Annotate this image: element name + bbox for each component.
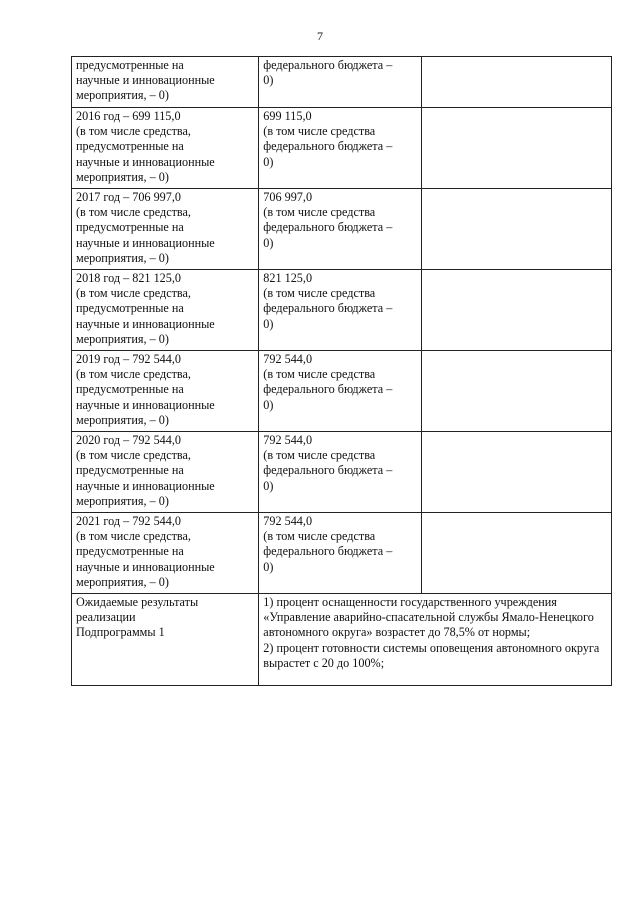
table-row [72, 189, 612, 270]
cell-line: (в том числе средства, [76, 448, 191, 463]
table-cell-col3 [421, 108, 611, 189]
table-cell-col3 [421, 351, 611, 432]
table-cell-col3 [421, 57, 611, 108]
cell-line: 706 997,0 [263, 190, 313, 204]
table-cell-col1 [72, 108, 259, 189]
table-cell-col1 [72, 513, 259, 594]
cell-line: научные и инновационные [76, 397, 215, 412]
table-cell-col2 [259, 189, 421, 270]
cell-line: 0) [263, 235, 274, 250]
cell-line: предусмотренные на [76, 463, 184, 478]
results-label-cell [72, 594, 259, 686]
cell-line: 821 125,0 [263, 271, 313, 285]
cell-line: 0) [263, 559, 274, 574]
results-item: 2) процент готовности системы оповещения автономного округа вырастет с 20 до 100%; [263, 640, 600, 670]
cell-line: научные и инновационные [76, 559, 215, 574]
cell-line: предусмотренные на [76, 139, 184, 154]
cell-line: (в том числе средства [263, 448, 376, 463]
table-row [72, 108, 612, 189]
table-cell-col2 [259, 270, 421, 351]
cell-line: предусмотренные на [76, 220, 184, 235]
cell-line: (в том числе средства [263, 286, 376, 301]
cell-line: федерального бюджета – [263, 220, 393, 235]
cell-line: (в том числе средства [263, 124, 376, 139]
cell-line: федерального бюджета – [263, 139, 393, 154]
results-row [72, 594, 612, 686]
table-cell-col1 [72, 57, 259, 108]
table-row [72, 513, 612, 594]
cell-line: 2019 год – 792 544,0 [76, 352, 181, 366]
cell-line: предусмотренные на [76, 382, 184, 397]
cell-line: федерального бюджета – [263, 544, 393, 559]
cell-line: (в том числе средства [263, 367, 376, 382]
table-row [72, 432, 612, 513]
cell-line: научные и инновационные [76, 73, 215, 88]
cell-line: (в том числе средства [263, 529, 376, 544]
cell-line: мероприятия, – 0) [76, 412, 169, 427]
table-cell-col2 [259, 57, 421, 108]
table-cell-col3 [421, 513, 611, 594]
cell-line: 2020 год – 792 544,0 [76, 433, 181, 447]
cell-line: 0) [263, 478, 274, 493]
table-row [72, 270, 612, 351]
table-cell-col2 [259, 513, 421, 594]
table-cell-col2 [259, 432, 421, 513]
cell-line: федерального бюджета – [263, 382, 393, 397]
cell-line: научные и инновационные [76, 478, 215, 493]
results-text [263, 595, 608, 671]
table-cell-col2 [259, 108, 421, 189]
cell-line: мероприятия, – 0) [76, 331, 169, 346]
cell-line: 0) [263, 397, 274, 412]
table-row [72, 57, 612, 108]
table-cell-col1 [72, 351, 259, 432]
cell-line: (в том числе средства, [76, 286, 191, 301]
cell-line: 699 115,0 [263, 109, 312, 123]
program-funding-table [71, 56, 612, 686]
cell-line: научные и инновационные [76, 316, 215, 331]
table-cell-col1 [72, 432, 259, 513]
cell-line: 2017 год – 706 997,0 [76, 190, 181, 204]
cell-line: предусмотренные на [76, 544, 184, 559]
cell-line: (в том числе средства, [76, 205, 191, 220]
page-number: 7 [317, 29, 323, 43]
cell-line: 792 544,0 [263, 514, 313, 528]
table-row [72, 351, 612, 432]
results-label-line: Ожидаемые результаты [76, 595, 199, 609]
cell-line: 792 544,0 [263, 352, 313, 366]
results-label-line: реализации [76, 610, 136, 625]
cell-line: мероприятия, – 0) [76, 169, 169, 184]
table-body [72, 57, 612, 686]
cell-line: 792 544,0 [263, 433, 313, 447]
cell-line: федерального бюджета – [263, 463, 393, 478]
cell-line: 0) [263, 154, 274, 169]
cell-line: (в том числе средства [263, 205, 376, 220]
cell-line: федерального бюджета – [263, 58, 393, 72]
cell-line: (в том числе средства, [76, 367, 191, 382]
table-cell-col3 [421, 270, 611, 351]
cell-line: 2016 год – 699 115,0 [76, 109, 181, 123]
cell-line: научные и инновационные [76, 235, 215, 250]
cell-line: 2018 год – 821 125,0 [76, 271, 181, 285]
results-item: 1) процент оснащенности государственного учреждения «Управление аварийно-спасательной службы Ямало-Ненецкого автономного округа» возрастет до 78,5% от нормы; [263, 595, 594, 640]
cell-line: мероприятия, – 0) [76, 250, 169, 265]
cell-line: мероприятия, – 0) [76, 88, 169, 103]
cell-line: научные и инновационные [76, 154, 215, 169]
table-cell-col2 [259, 351, 421, 432]
cell-line: предусмотренные на [76, 301, 184, 316]
table-cell-col3 [421, 432, 611, 513]
cell-line: 2021 год – 792 544,0 [76, 514, 181, 528]
table-cell-col3 [421, 189, 611, 270]
results-label-line: Подпрограммы 1 [76, 625, 165, 640]
cell-line: (в том числе средства, [76, 124, 191, 139]
cell-line: федерального бюджета – [263, 301, 393, 316]
table-cell-col1 [72, 189, 259, 270]
table-cell-col1 [72, 270, 259, 351]
cell-line: (в том числе средства, [76, 529, 191, 544]
cell-line: мероприятия, – 0) [76, 574, 169, 589]
cell-line: 0) [263, 73, 274, 88]
cell-line: мероприятия, – 0) [76, 493, 169, 508]
results-text-cell [259, 594, 612, 686]
cell-line: предусмотренные на [76, 58, 184, 72]
cell-line: 0) [263, 316, 274, 331]
